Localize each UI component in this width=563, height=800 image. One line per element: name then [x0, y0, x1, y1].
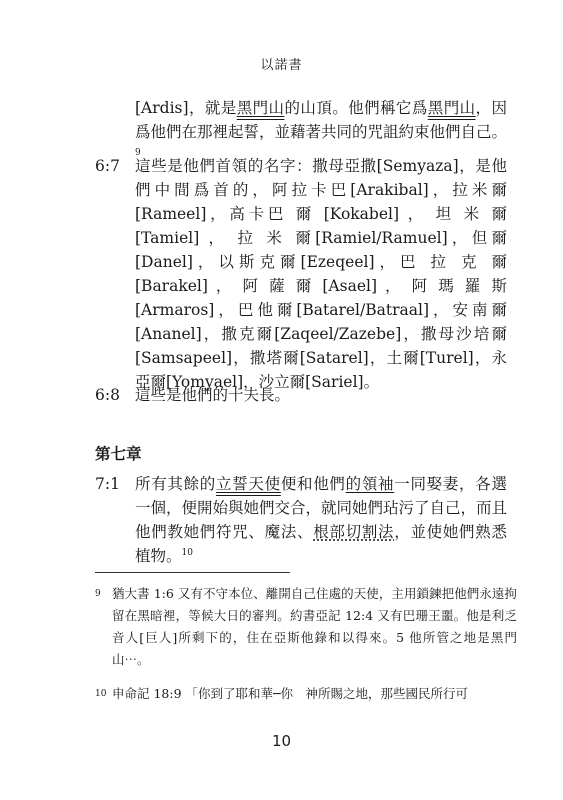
- term-root-cutting: 根部切割法: [313, 523, 395, 541]
- text-run: ，並使她們熟悉植物。: [135, 523, 507, 565]
- footnote-divider: [95, 572, 290, 573]
- footnote-mark: 9: [95, 589, 101, 599]
- footnote-text: 申命記 18:9 「你到了耶和華─你 神所賜之地，那些國民所行可: [112, 686, 469, 701]
- running-header: 以諾書: [260, 58, 303, 73]
- term-leaders: 領袖: [361, 475, 395, 493]
- chapter-heading: 第七章: [95, 444, 142, 463]
- place-name-hermon: 黑門山: [236, 99, 285, 117]
- footnote-ref-10[interactable]: 10: [181, 547, 193, 558]
- footnote-ref-9[interactable]: 9: [135, 147, 141, 158]
- term-watcher-angels: 立誓天使: [216, 475, 281, 493]
- verse-number: 6:8: [95, 386, 120, 404]
- verse-6-8-text: 這些是他們的十夫長。: [135, 386, 291, 404]
- verse-number: 6:7: [95, 157, 120, 175]
- text-run: ，因爲他們在那裡起誓，並藉著共同的咒詛約束他們自己。: [135, 99, 508, 141]
- term-their: 的: [345, 475, 362, 493]
- text-run: 的山頂。他們稱它爲: [284, 99, 428, 117]
- footnote-text: 猶大書 1:6 又有不守本位、離開自己住處的天使，主用鎖鍊把他們永遠拘留在黑暗裡，等候大日的審判。約書亞記 12:4 又有巴珊王噩。他是利乏音人[巨人]所剩下的，住在亞斯他錄和以得來。5 他所管之地是黑門山⋯。: [112, 586, 517, 667]
- verse-7-1-text: [135, 472, 507, 568]
- verse-number: 7:1: [95, 475, 120, 493]
- place-name-hermon: 黑門山: [427, 99, 476, 117]
- page-number: 10: [271, 732, 292, 750]
- text-run: 一同娶妻，各選一個，便開始與她們交合，就同她們玷污了自己，而且他們教她們符咒、魔法、: [135, 475, 508, 541]
- text-run: [Ardis]，就是: [135, 99, 237, 117]
- text-run: 便和他們: [280, 475, 346, 493]
- footnote-mark: 10: [95, 689, 107, 699]
- text-run: 所有其餘的: [135, 475, 217, 493]
- verse-6-7-text: 這些是他們首領的名字：撒母亞撒[Semyaza]，是他們中間爲首的，阿拉卡巴[Arakibal]，拉米爾[Rameel]，高卡巴 爾 [Kokabel] ， 坦 米 爾 [Tamiel] ， 拉 米 爾[Ramiel/Ramuel]，但爾[Danel]，以斯克爾[Ezeqeel]，巴 拉 克 爾 [Barakel] ， 阿 薩 爾 [Asael] ， 阿 瑪 羅 斯[Armaros]，巴他爾[Batarel/Batraal]，安南爾[Ananel]，撒克爾[Zaqeel/Zazebe]，撒母沙培爾[Samsapeel]，撒塔爾[Satarel]，土爾[Turel]，永亞爾[Yomyael]，沙立爾[Sariel]。: [135, 157, 507, 391]
